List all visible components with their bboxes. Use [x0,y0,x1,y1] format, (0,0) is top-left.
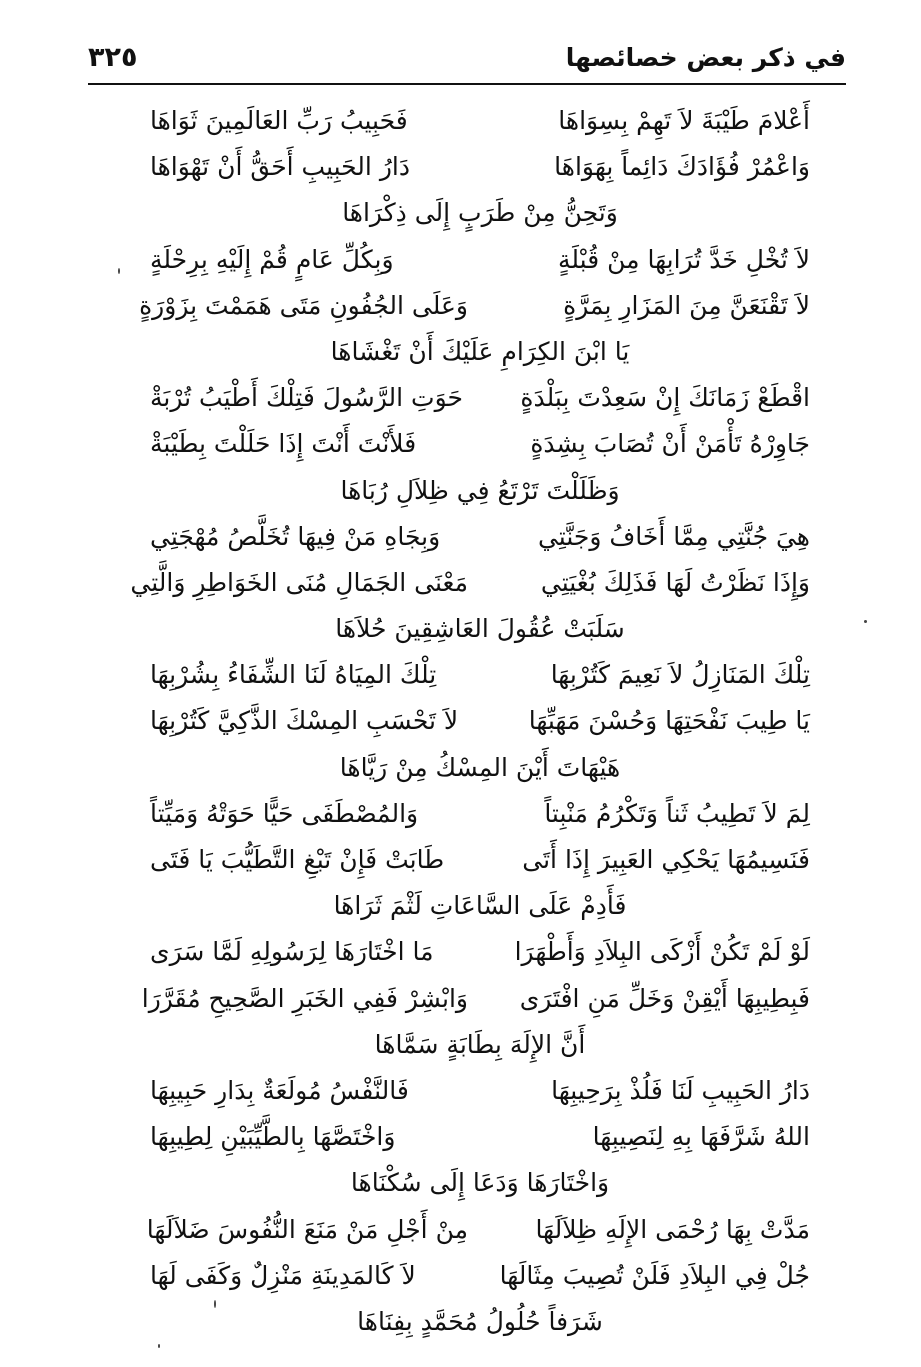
verse-second-hemistich: فَالنَّفْسُ مُولَعَةٌ بِدَارِ حَبِيبِهَا [150,1075,409,1105]
verse-second-hemistich: وَبِكُلِّ عَامٍ قُمْ إِلَيْهِ بِرِحْلَةٍ [150,244,394,274]
verse-first-hemistich: لِمَ لاَ تَطِيبُ ثَناً وَتَكْرُمُ مَنْبِتاً [544,798,810,828]
verse-refrain [150,1160,810,1206]
verse-first-hemistich: أَعْلامَ طَيْبَةَ لاَ تَهِمْ بِسِوَاهَا [558,106,810,135]
verse-second-hemistich: فَلأَنْتَ أَنْتَ إِذَا حَلَلْتَ بِطَيْبَةْ [150,429,417,459]
verse-second-hemistich: وَالمُصْطَفَى حَيًّا حَوَتْهُ وَمَيِّتاً [150,798,419,828]
verse-first-hemistich: لاَ تَقْنَعَنَّ مِنَ المَزَارِ بِمَرَّةٍ [563,290,810,320]
verse-first-hemistich: فَبِطِيبِهَا أَيْقِنْ وَخَلِّ مَنِ افْتَرَى [519,983,810,1013]
verse-couplet [150,652,810,698]
verse-second-hemistich: حَوَتِ الرَّسُولَ فَتِلْكَ أَطْيَبُ تُرْبَةْ [150,383,463,413]
verse-second-hemistich: دَارُ الحَبِيبِ أَحَقُّ أَنْ تَهْوَاهَا [150,152,410,182]
verse-second-hemistich: وَبِجَاهِ مَنْ فِيهَا تُخَلَّصُ مُهْجَتِي [150,521,441,551]
verse-second-hemistich: لاَ تَحْسَبِ المِسْكَ الذَّكِيَّ كَتُرْبِهَا [150,706,459,736]
verse-refrain-text: أَنَّ الإِلَهَ بِطَابَةٍ سَمَّاهَا [374,1029,586,1059]
verse-couplet [141,976,810,1022]
verse-first-hemistich: وَإِذَا نَظَرْتُ لَهَا فَذَلِكَ بُغْيَتِي [540,567,810,597]
verse-refrain [150,883,810,929]
verse-couplet [150,144,810,190]
verse-first-hemistich: لَوْ لَمْ تَكُنْ أَزْكَى البِلاَدِ وَأَطْهَرَا [514,937,810,967]
verse-refrain-text: وَاخْتَارَهَا وَدَعَا إِلَى سُكْنَاهَا [350,1168,610,1198]
verse-first-hemistich: اقْطَعْ زَمَانَكَ إِنْ سَعِدْتَ بِبَلْدَةٍ [520,383,810,413]
verse-couplet [139,283,810,329]
verse-refrain-text: فَأَدِمْ عَلَى السَّاعَاتِ لَثْمَ ثَرَاهَا [333,891,627,921]
header-divider [88,83,846,85]
scan-speck [214,1300,216,1308]
verse-second-hemistich: مِنْ أَجْلِ مَنْ مَنَعَ النُّفُوسَ ضَلاَلَهَا [146,1214,468,1244]
verse-couplet [130,560,810,606]
verse-couplet [150,514,810,560]
verse-second-hemistich: وَابْشِرْ فَفِي الخَبَرِ الصَّحِيحِ مُقَرَّرَا [141,983,468,1013]
chapter-title: في ذكر بعض خصائصها [565,43,846,72]
verse-couplet [150,1253,810,1299]
verse-first-hemistich: جَاوِرْهُ تَأْمَنْ أَنْ تُصَابَ بِشِدَةٍ [530,429,810,459]
verse-refrain [150,606,810,652]
verse-refrain-text: وَتَحِنُّ مِنْ طَرَبٍ إِلَى ذِكْرَاهَا [342,198,618,228]
verse-refrain-text: هَيْهَاتَ أَيْنَ المِسْكُ مِنْ رَيَّاهَا [339,752,621,782]
verse-refrain-text: شَرَفاً حُلُولُ مُحَمَّدٍ بِفِنَاهَا [357,1306,603,1336]
verse-couplet [150,375,810,421]
verse-second-hemistich: وَعَلَى الجُفُونِ مَتَى هَمَمْتَ بِزَوْرَةٍ [139,290,468,320]
verse-first-hemistich: هِيَ جُنَّتِي مِمَّا أَخَافُ وَجَنَّتِي [537,521,810,551]
verse-refrain [150,190,810,236]
verse-couplet [150,698,810,744]
running-header [88,40,846,80]
verse-first-hemistich: يَا طِيبَ نَفْحَتِهَا وَحُسْنَ مَهَبِّهَا [528,706,810,736]
scan-speck [118,268,120,274]
poem-body [130,98,810,1345]
verse-couplet [150,1068,810,1114]
verse-couplet [146,1207,810,1253]
verse-couplet [150,837,810,883]
verse-second-hemistich: مَا اخْتَارَهَا لِرَسُولِهِ لَمَّا سَرَى [150,937,434,967]
verse-refrain-text: يَا ابْنَ الكِرَامِ عَلَيْكَ أَنْ تَغْشَاهَا [330,336,630,366]
verse-second-hemistich: تِلْكَ المِيَاهُ لَنَا الشِّفَاءُ بِشُرْبِهَا [150,660,437,690]
verse-refrain [150,468,810,514]
verse-refrain-text: وَظَلَلْتَ تَرْتَعُ فِي ظِلاَلِ رُبَاهَا [340,475,620,505]
verse-second-hemistich: وَاخْتَصَّهَا بِالطَّيِّبَيْنِ لِطِيبِهَا [150,1122,396,1152]
verse-first-hemistich: مَدَّتْ بِهَا رُحْمَى الإِلَهِ ظِلاَلَهَا [535,1214,810,1244]
verse-second-hemistich: مَعْنَى الجَمَالِ مُنَى الخَوَاطِرِ وَالَّتِي [130,567,468,597]
verse-first-hemistich: اللهُ شَرَّفَهَا بِهِ لِنَصِيبِهَا [592,1122,810,1152]
verse-first-hemistich: وَاعْمُرْ فُؤَادَكَ دَائِماً بِهَوَاهَا [554,152,810,182]
verse-refrain [150,1299,810,1345]
scan-speck [864,620,867,623]
verse-couplet [150,1114,810,1160]
verse-second-hemistich: فَحَبِيبُ رَبِّ العَالَمِينَ ثَوَاهَا [150,106,408,135]
verse-refrain [150,329,810,375]
verse-second-hemistich: لاَ كَالمَدِينَةِ مَنْزِلٌ وَكَفَى لَهَا [150,1260,416,1290]
verse-first-hemistich: تِلْكَ المَنَازِلُ لاَ نَعِيمَ كَتُرْبِهَا [550,660,810,690]
verse-refrain [150,1022,810,1068]
verse-refrain-text: سَلَبَتْ عُقُولَ العَاشِقِينَ حُلاَهَا [335,614,625,644]
verse-first-hemistich: جُلْ فِي البِلاَدِ فَلَنْ تُصِيبَ مِثَالَهَا [499,1260,810,1290]
scan-speck [158,1344,160,1348]
verse-first-hemistich: فَنَسِيمُهَا يَحْكِي العَبِيرَ إِذَا أَتَى [522,845,810,874]
verse-second-hemistich: طَابَتْ فَإِنْ تَبْغِ التَّطَيُّبَ يَا فَتَى [150,845,445,874]
verse-couplet [150,237,810,283]
verse-couplet [150,421,810,467]
verse-couplet [150,791,810,837]
page-number: ٣٢٥ [88,42,138,73]
verse-couplet [150,929,810,975]
verse-refrain [150,745,810,791]
verse-first-hemistich: لاَ تُخْلِ خَدَّ تُرَابِهَا مِنْ قُبْلَةٍ [558,244,810,274]
verse-couplet [150,98,810,144]
verse-first-hemistich: دَارُ الحَبِيبِ لَنَا فَلُذْ بِرَحِيبِهَا [551,1075,810,1105]
